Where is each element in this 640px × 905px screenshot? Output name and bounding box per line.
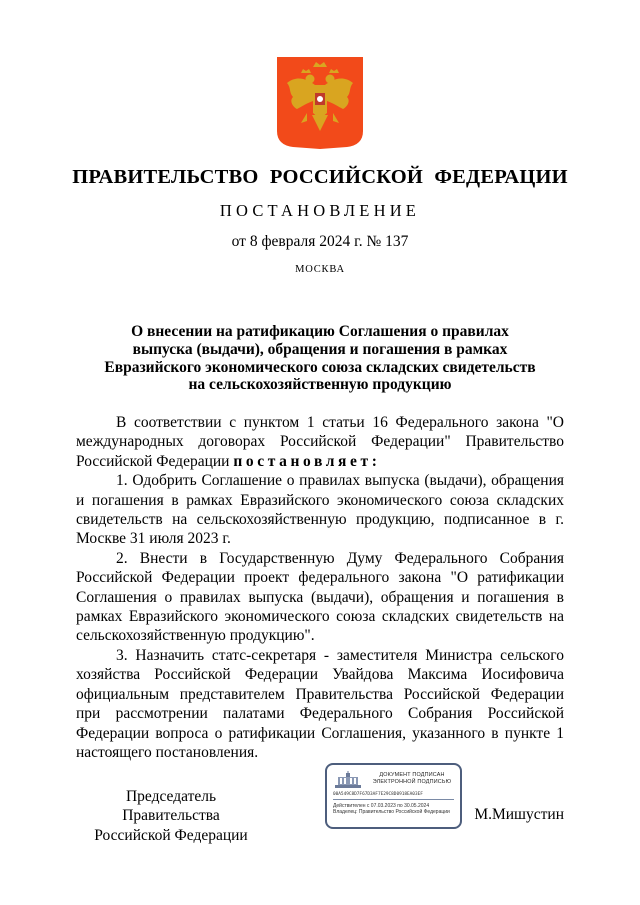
subject-line: выпуска (выдачи), обращения и погашения в рамках	[132, 340, 508, 358]
document-body	[76, 413, 564, 762]
position-line: Российской Федерации	[94, 826, 248, 844]
certificate-validity: Действителен с 07.03.2023 по 30.05.2024	[333, 803, 430, 809]
certificate-owner: Владелец: Правительство Российской Федерации	[333, 809, 450, 816]
subject-line: О внесении на ратификацию Соглашения о правилах	[131, 323, 509, 340]
document-subject	[70, 323, 570, 394]
signatory-name: М.Мишустин	[474, 806, 564, 823]
government-building-icon	[333, 771, 363, 789]
subject-line: на сельскохозяйственную продукцию	[188, 376, 452, 394]
decree-word: постановляет:	[233, 452, 381, 470]
signatory-position	[76, 787, 266, 845]
certificate-info	[333, 803, 457, 815]
clause-paragraph: 1. Одобрить Соглашение о правилах выпуска (выдачи), обращения и погашения в рамках Евразийского экономического союза складских свидетельств на сельскохозяйственную продукцию, подписанное в г. Москве 31 июля 2023 г.	[76, 472, 564, 548]
document-type: ПОСТАНОВЛЕНИЕ	[219, 201, 421, 220]
stamp-heading-line: ДОКУМЕНТ ПОДПИСАН	[379, 772, 445, 778]
coat-of-arms-icon	[277, 57, 363, 149]
stamp-divider	[333, 799, 454, 800]
subject-line: Евразийского экономического союза складских свидетельств	[104, 358, 536, 376]
government-title: ПРАВИТЕЛЬСТВО РОССИЙСКОЙ ФЕДЕРАЦИИ	[72, 166, 568, 188]
electronic-signature-stamp	[325, 763, 462, 829]
preamble-paragraph	[76, 413, 564, 471]
document-city: МОСКВА	[295, 264, 345, 275]
preamble-text: В соответствии с пунктом 1 статьи 16 Федерального закона "О международных договорах Российской Федерации" Правительство Российской Федерации	[76, 414, 564, 470]
stamp-heading-line: ЭЛЕКТРОННОЙ ПОДПИСЬЮ	[372, 779, 452, 785]
stamp-heading	[367, 772, 457, 786]
document-date-number: от 8 февраля 2024 г. № 137	[231, 233, 409, 250]
clause-paragraph: 2. Внести в Государственную Думу Федерального Собрания Российской Федерации проект федерального закона "О ратификации Соглашения о правилах выпуска (выдачи), обращения и погашения в рамках Евразийского экономического союза складских свидетельств на сельскохозяйственную продукцию".	[76, 549, 564, 645]
certificate-serial: 00A549C8D7F67D3AF7E29C8D0918EA03EF	[333, 792, 423, 797]
clause-paragraph: 3. Назначить статс-секретаря - заместителя Министра сельского хозяйства Российской Федерации Увайдова Максима Иосифовича официальным представителем Правительства Российской Федерации при рассмотрении палатами Федерального Собрания Российской Федерации вопроса о ратификации Соглашения, указанного в пункте 1 настоящего постановления.	[76, 646, 564, 761]
position-line: Председатель Правительства	[122, 788, 220, 825]
